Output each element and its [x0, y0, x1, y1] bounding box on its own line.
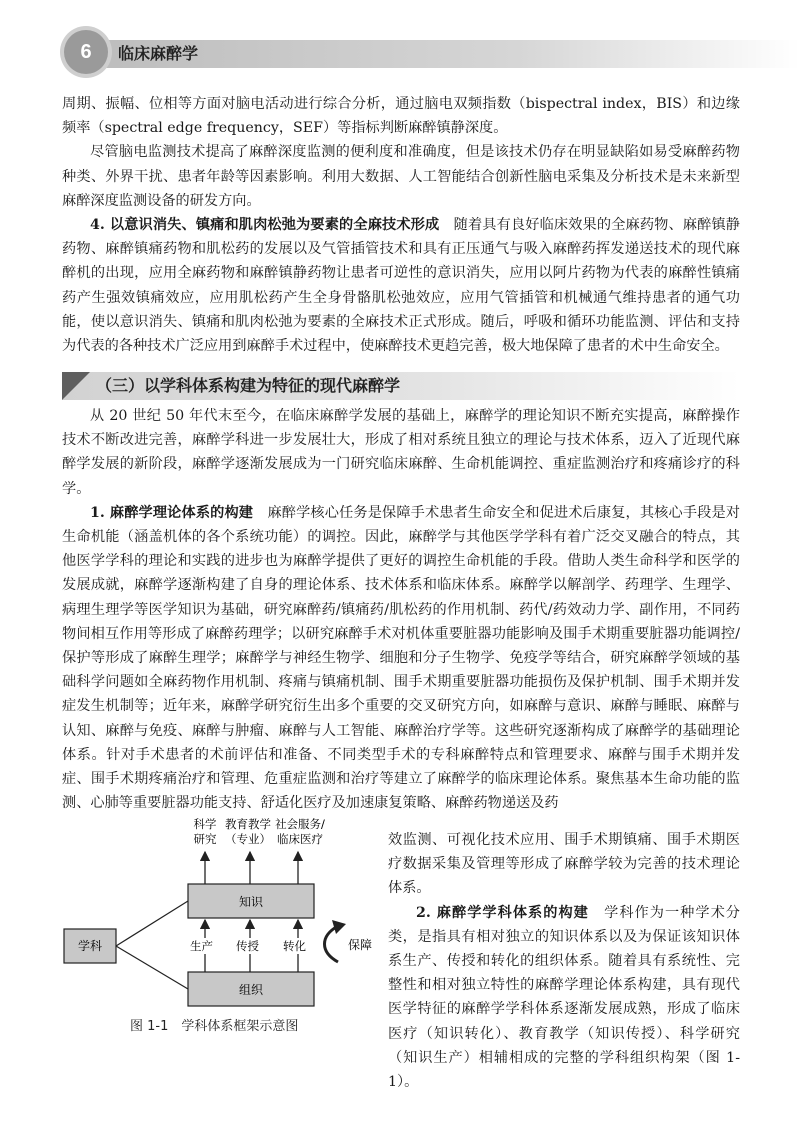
section-marker — [62, 372, 90, 400]
label-service-2: 临床医疗 — [277, 832, 323, 846]
label-transmit: 传授 — [236, 939, 259, 953]
body-text-right — [388, 828, 740, 1094]
label-education-1: 教育教学 — [225, 817, 271, 831]
paragraph-lead: 2. 麻醉学学科体系的构建 — [416, 904, 589, 921]
paragraph: 4. 以意识消失、镇痛和肌肉松弛为要素的全麻技术形成 随着具有良好临床效果的全麻药物、麻醉镇静药物、麻醉镇痛药物和肌松药的发展以及气管插管技术和具有正压通气与吸入麻醉药挥发递送技术的现代麻醉机的出现，应用全麻药物和麻醉镇静药物让患者可逆性的意识消失，应用以阿片药物为代表的麻醉性镇痛药产生强效镇痛效应，应用肌松药产生全身骨骼肌松弛效应，应用气管插管和机械通气维持患者的通气功能，使以意识消失、镇痛和肌肉松弛为要素的全麻技术正式形成。随后，呼吸和循环功能监测、评估和支持为代表的各种技术广泛应用到麻醉手术过程中，使麻醉技术更趋完善，极大地保障了患者的术中生命安全。 — [62, 217, 740, 355]
label-research-2: 研究 — [193, 832, 217, 846]
paragraph: 从 20 世纪 50 年代末至今，在临床麻醉学发展的基础上，麻醉学的理论知识不断充实提高，麻醉操作技术不断改进完善，麻醉学科进一步发展壮大，形成了相对系统且独立的理论与技术体系，迈入了近现代麻醉学发展的新阶段，麻醉学逐渐发展成为一门研究临床麻醉、生命机能调控、重症监测治疗和疼痛诊疗的科学。 — [62, 408, 740, 497]
connector-to-organization — [116, 946, 188, 989]
paragraph: 周期、振幅、位相等方面对脑电活动进行综合分析，通过脑电双频指数（bispectral index，BIS）和边缘频率（spectral edge frequency，SEF）等指标判断麻醉镇静深度。 — [62, 96, 740, 137]
paragraph: 1. 麻醉学理论体系的构建 麻醉学核心任务是保障手术患者生命安全和促进术后康复，其核心手段是对生命机能（涵盖机体的各个系统功能）的调控。因此，麻醉学与其他医学学科有着广泛交叉融合的特点，其他医学学科的理论和实践的进步也为麻醉学提供了更好的调控生命机能的手段。借助人类生命科学和医学的发展成就，麻醉学逐渐构建了自身的理论体系、技术体系和临床体系。麻醉学以解剖学、药理学、生理学、病理生理学等医学知识为基础，研究麻醉药/镇痛药/肌松药的作用机制、药代/药效动力学、副作用，不同药物间相互作用等形成了麻醉药理学；以研究麻醉手术对机体重要脏器功能影响及围手术期重要脏器功能调控/保护等形成了麻醉生理学；麻醉学与神经生物学、细胞和分子生物学、免疫学等结合，研究麻醉学领域的基础科学问题如全麻药物作用机制、疼痛与镇痛机制、围手术期重要脏器功能损伤及保护机制、围手术期并发症发生机制等；近年来，麻醉学研究衍生出多个重要的交叉研究方向，如麻醉与意识、麻醉与睡眠、麻醉与认知、麻醉与免疫、麻醉与肿瘤、麻醉与人工智能、麻醉治疗学等。这些研究逐渐构成了麻醉学的基础理论体系。针对手术患者的术前评估和准备、不同类型手术的专科麻醉特点和管理要求、麻醉与围手术期并发症、围手术期疼痛治疗和管理、危重症监测和治疗等建立了麻醉学的临床理论体系。聚焦基本生命功能的监测、心肺等重要脏器功能支持、舒适化医疗及加速康复策略、麻醉药物递送及药 — [62, 504, 740, 812]
label-transform: 转化 — [283, 939, 306, 953]
organization-label: 组织 — [238, 983, 264, 997]
label-education-2: （专业） — [225, 832, 271, 846]
knowledge-label: 知识 — [238, 895, 264, 909]
figure-caption: 图 1-1 学科体系框架示意图 — [130, 1019, 299, 1034]
label-research-1: 科学 — [193, 817, 217, 831]
discipline-label: 学科 — [77, 939, 103, 953]
connector-to-knowledge — [116, 901, 188, 946]
body-text-top — [62, 92, 740, 358]
guarantee-arrowhead — [332, 920, 346, 934]
paragraph: 效监测、可视化技术应用、围手术期镇痛、围手术期医疗数据采集及管理等形成了麻醉学较为完善的技术理论体系。 — [388, 832, 740, 897]
label-service-1: 社会服务/ — [275, 817, 325, 831]
body-text-mid — [62, 404, 740, 815]
paragraph-lead: 1. 麻醉学理论体系的构建 — [90, 504, 254, 521]
section-title: （三）以学科体系构建为特征的现代麻醉学 — [96, 376, 401, 395]
book-title: 临床麻醉学 — [118, 44, 199, 63]
page-number: 6 — [64, 30, 108, 74]
paragraph: 尽管脑电监测技术提高了麻醉深度监测的便利度和准确度，但是该技术仍存在明显缺陷如易受麻醉药物种类、外界干扰、患者年龄等因素影响。利用大数据、人工智能结合创新性脑电采集及分析技术是未来新型麻醉深度监测设备的研发方向。 — [62, 144, 740, 209]
header-band — [95, 40, 800, 68]
section-heading — [62, 372, 740, 400]
page-header — [0, 0, 800, 80]
label-produce: 生产 — [190, 939, 213, 953]
paragraph: 2. 麻醉学学科体系的构建 学科作为一种学术分类，是指具有相对独立的知识体系以及为保证该知识体系生产、传授和转化的组织体系。随着具有系统性、完整性和相对独立特性的麻醉学理论体系构建，具有现代医学特征的麻醉学学科体系逐渐发展成熟，形成了临床医疗（知识转化）、教育教学（知识传授）、科学研究（知识生产）相辅相成的完整的学科组织构架（图 1-1）。 — [388, 904, 740, 1091]
paragraph-lead: 4. 以意识消失、镇痛和肌肉松弛为要素的全麻技术形成 — [90, 217, 440, 234]
guarantee-label: 保障 — [348, 938, 373, 952]
